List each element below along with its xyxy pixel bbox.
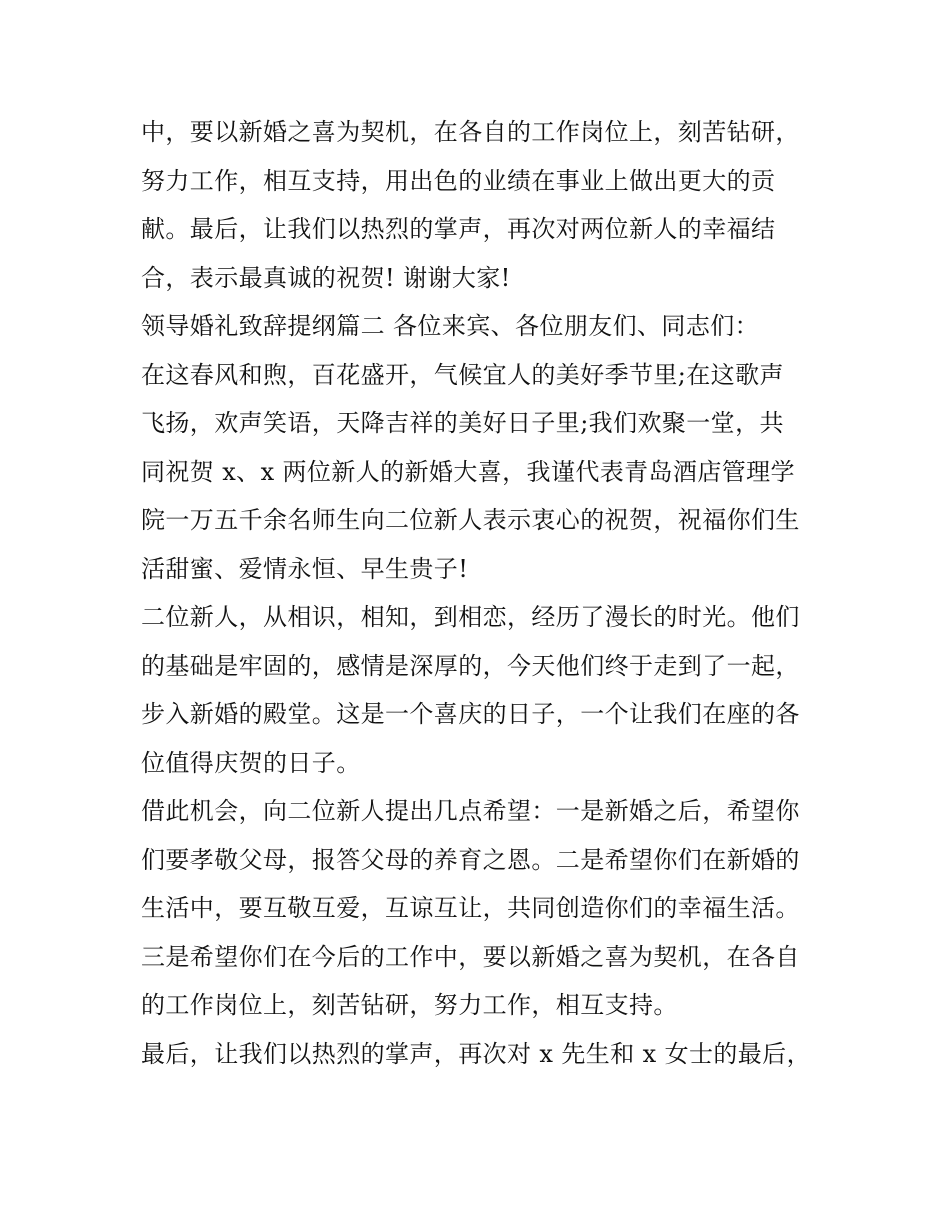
text-line: 借此机会，向二位新人提出几点希望：一是新婚之后，希望你 — [141, 797, 800, 825]
text-line: 院一万五千余名师生向二位新人表示衷心的祝贺，祝福你们生 — [141, 506, 800, 534]
text-line: 位值得庆贺的日子。 — [141, 748, 361, 777]
text-line: 努力工作，相互支持，用出色的业绩在事业上做出更大的贡 — [141, 166, 776, 195]
document-body — [141, 108, 821, 1078]
text-line: 在这春风和煦，百花盛开，气候宜人的美好季节里;在这歌声 — [141, 360, 784, 389]
text-line: 们要孝敬父母，报答父母的养育之恩。二是希望你们在新婚的 — [141, 845, 800, 874]
text-line: 献。最后，让我们以热烈的掌声，再次对两位新人的幸福结 — [141, 215, 776, 243]
text-line: 的基础是牢固的，感情是深厚的，今天他们终于走到了一起， — [141, 651, 800, 680]
text-line: 的工作岗位上，刻苦钻研，努力工作，相互支持。 — [141, 991, 678, 1019]
text-line: 中，要以新婚之喜为契机，在各自的工作岗位上，刻苦钻研， — [141, 118, 800, 146]
section-heading-line: 领导婚礼致辞提纲篇二 各位来宾、各位朋友们、同志们： — [141, 312, 760, 340]
text-line: 二位新人，从相识，相知，到相恋，经历了漫长的时光。他们 — [141, 603, 800, 631]
text-line: 最后，让我们以热烈的掌声，再次对 x 先生和 x 女士的最后， — [141, 1039, 811, 1068]
text-line: 步入新婚的殿堂。这是一个喜庆的日子，一个让我们在座的各 — [141, 700, 800, 728]
text-line: 生活中，要互敬互爱，互谅互让，共同创造你们的幸福生活。 — [141, 894, 800, 922]
text-line: 同祝贺 x、x 两位新人的新婚大喜，我谨代表青岛酒店管理学 — [141, 457, 795, 486]
text-line: 飞扬，欢声笑语，天降吉祥的美好日子里;我们欢聚一堂，共 — [141, 409, 784, 437]
text-line: 三是希望你们在今后的工作中，要以新婚之喜为契机，在各自 — [141, 942, 800, 971]
text-line: 合，表示最真诚的祝贺! 谢谢大家! — [141, 263, 511, 292]
text-line: 活甜蜜、爱情永恒、早生贵子! — [141, 554, 469, 583]
